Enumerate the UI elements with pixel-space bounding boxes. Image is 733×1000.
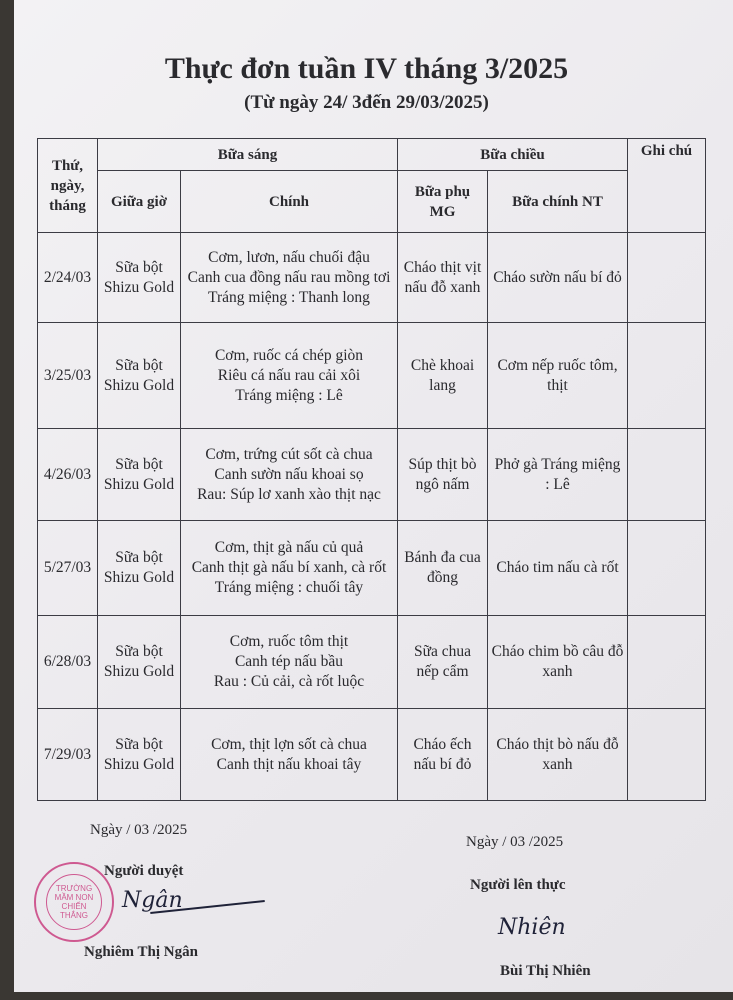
left-signature: Ngân (122, 888, 183, 913)
page-subtitle: (Từ ngày 24/ 3đến 29/03/2025) (244, 92, 489, 113)
notes-cell (628, 616, 706, 709)
notes-cell (628, 521, 706, 616)
date-cell: 4/26/03 (38, 429, 98, 521)
main-cell (181, 323, 398, 429)
dish-line: Tráng miệng : Thanh long (208, 288, 370, 306)
school-stamp (34, 862, 114, 942)
date-cell: 3/25/03 (38, 323, 98, 429)
snack-cell: Sữa bột Shizu Gold (98, 429, 181, 521)
snack-cell: Sữa bột Shizu Gold (98, 233, 181, 323)
dish-line: Rau : Củ cải, cà rốt luộc (213, 673, 365, 690)
header-breakfast: Bữa sáng (98, 139, 398, 171)
notes-cell (628, 709, 706, 801)
header-main: Chính (181, 171, 398, 233)
page-title: Thực đơn tuần IV tháng 3/2025 (164, 52, 569, 85)
notes-cell (628, 429, 706, 521)
header-side-mg: Bữa phụ MG (398, 171, 488, 233)
header-date: Thứ, ngày, tháng (38, 139, 98, 233)
dish-line: Canh cua đồng nấu rau mồng tơi (187, 268, 391, 286)
main-cell (181, 616, 398, 709)
side-mg-cell: Cháo thịt vịt nấu đỗ xanh (398, 233, 488, 323)
main-cell (181, 709, 398, 801)
snack-cell: Sữa bột Shizu Gold (98, 323, 181, 429)
dish-line: Cơm, ruốc tôm thịt (229, 633, 349, 650)
dish-line: Cơm, ruốc cá chép giòn (214, 346, 364, 364)
main-nt-cell: Cơm nếp ruốc tôm, thịt (488, 323, 628, 429)
main-cell (181, 521, 398, 616)
header-afternoon: Bữa chiều (398, 139, 628, 171)
side-mg-cell: Sữa chua nếp cẩm (398, 616, 488, 709)
right-role: Người lên thực (470, 877, 566, 893)
header-snack: Giữa giờ (98, 171, 181, 233)
date-cell: 7/29/03 (38, 709, 98, 801)
snack-cell: Sữa bột Shizu Gold (98, 521, 181, 616)
dish-line: Canh thịt gà nấu bí xanh, cà rốt (191, 559, 387, 576)
dish-line: Canh thịt nấu khoai tây (216, 755, 362, 773)
dish-line: Riêu cá nấu rau cải xôi (217, 366, 361, 384)
right-signature: Nhiên (498, 915, 566, 940)
main-cell (181, 233, 398, 323)
table-row (38, 616, 706, 709)
header-notes: Ghi chú (628, 139, 706, 233)
table-row (38, 709, 706, 801)
stamp-line: CHIẾN THẮNG (60, 902, 88, 920)
date-cell: 5/27/03 (38, 521, 98, 616)
stamp-line: MẦM NON (54, 893, 94, 902)
date-cell: 2/24/03 (38, 233, 98, 323)
table-row (38, 521, 706, 616)
left-date: Ngày / 03 /2025 (90, 822, 188, 838)
snack-cell: Sữa bột Shizu Gold (98, 709, 181, 801)
snack-cell: Sữa bột Shizu Gold (98, 616, 181, 709)
table-row (38, 233, 706, 323)
dish-line: Cơm, thịt lợn sốt cà chua (211, 735, 367, 753)
menu-table (37, 138, 706, 801)
side-mg-cell: Bánh đa cua đồng (398, 521, 488, 616)
side-mg-cell: Súp thịt bò ngô nấm (398, 429, 488, 521)
main-cell (181, 429, 398, 521)
left-role: Người duyệt (104, 863, 184, 879)
notes-cell (628, 233, 706, 323)
main-nt-cell: Cháo sườn nấu bí đỏ (488, 233, 628, 323)
table-row (38, 429, 706, 521)
main-nt-cell: Cháo tim nấu cà rốt (488, 521, 628, 616)
stamp-line: TRƯỜNG (55, 884, 93, 893)
dish-line: Canh tép nấu bầu (234, 653, 344, 670)
side-mg-cell: Cháo ếch nấu bí đỏ (398, 709, 488, 801)
dish-line: Cơm, lươn, nấu chuối đậu (208, 248, 370, 266)
header-main-nt: Bữa chính NT (488, 171, 628, 233)
notes-cell (628, 323, 706, 429)
dish-line: Tráng miệng : chuối tây (214, 579, 364, 596)
table-row (38, 323, 706, 429)
dish-line: Rau: Súp lơ xanh xào thịt nạc (197, 485, 381, 503)
date-cell: 6/28/03 (38, 616, 98, 709)
main-nt-cell: Cháo chim bồ câu đỗ xanh (488, 616, 628, 709)
dish-line: Tráng miệng : Lê (235, 386, 343, 404)
dish-line: Canh sườn nấu khoai sọ (214, 465, 364, 483)
right-date: Ngày / 03 /2025 (466, 834, 564, 850)
right-name: Bùi Thị Nhiên (500, 963, 591, 979)
main-nt-cell: Phở gà Tráng miệng : Lê (488, 429, 628, 521)
side-mg-cell: Chè khoai lang (398, 323, 488, 429)
left-name: Nghiêm Thị Ngân (84, 944, 198, 960)
main-nt-cell: Cháo thịt bò nấu đỗ xanh (488, 709, 628, 801)
dish-line: Cơm, trứng cút sốt cà chua (205, 445, 373, 463)
dish-line: Cơm, thịt gà nấu củ quả (214, 539, 364, 556)
